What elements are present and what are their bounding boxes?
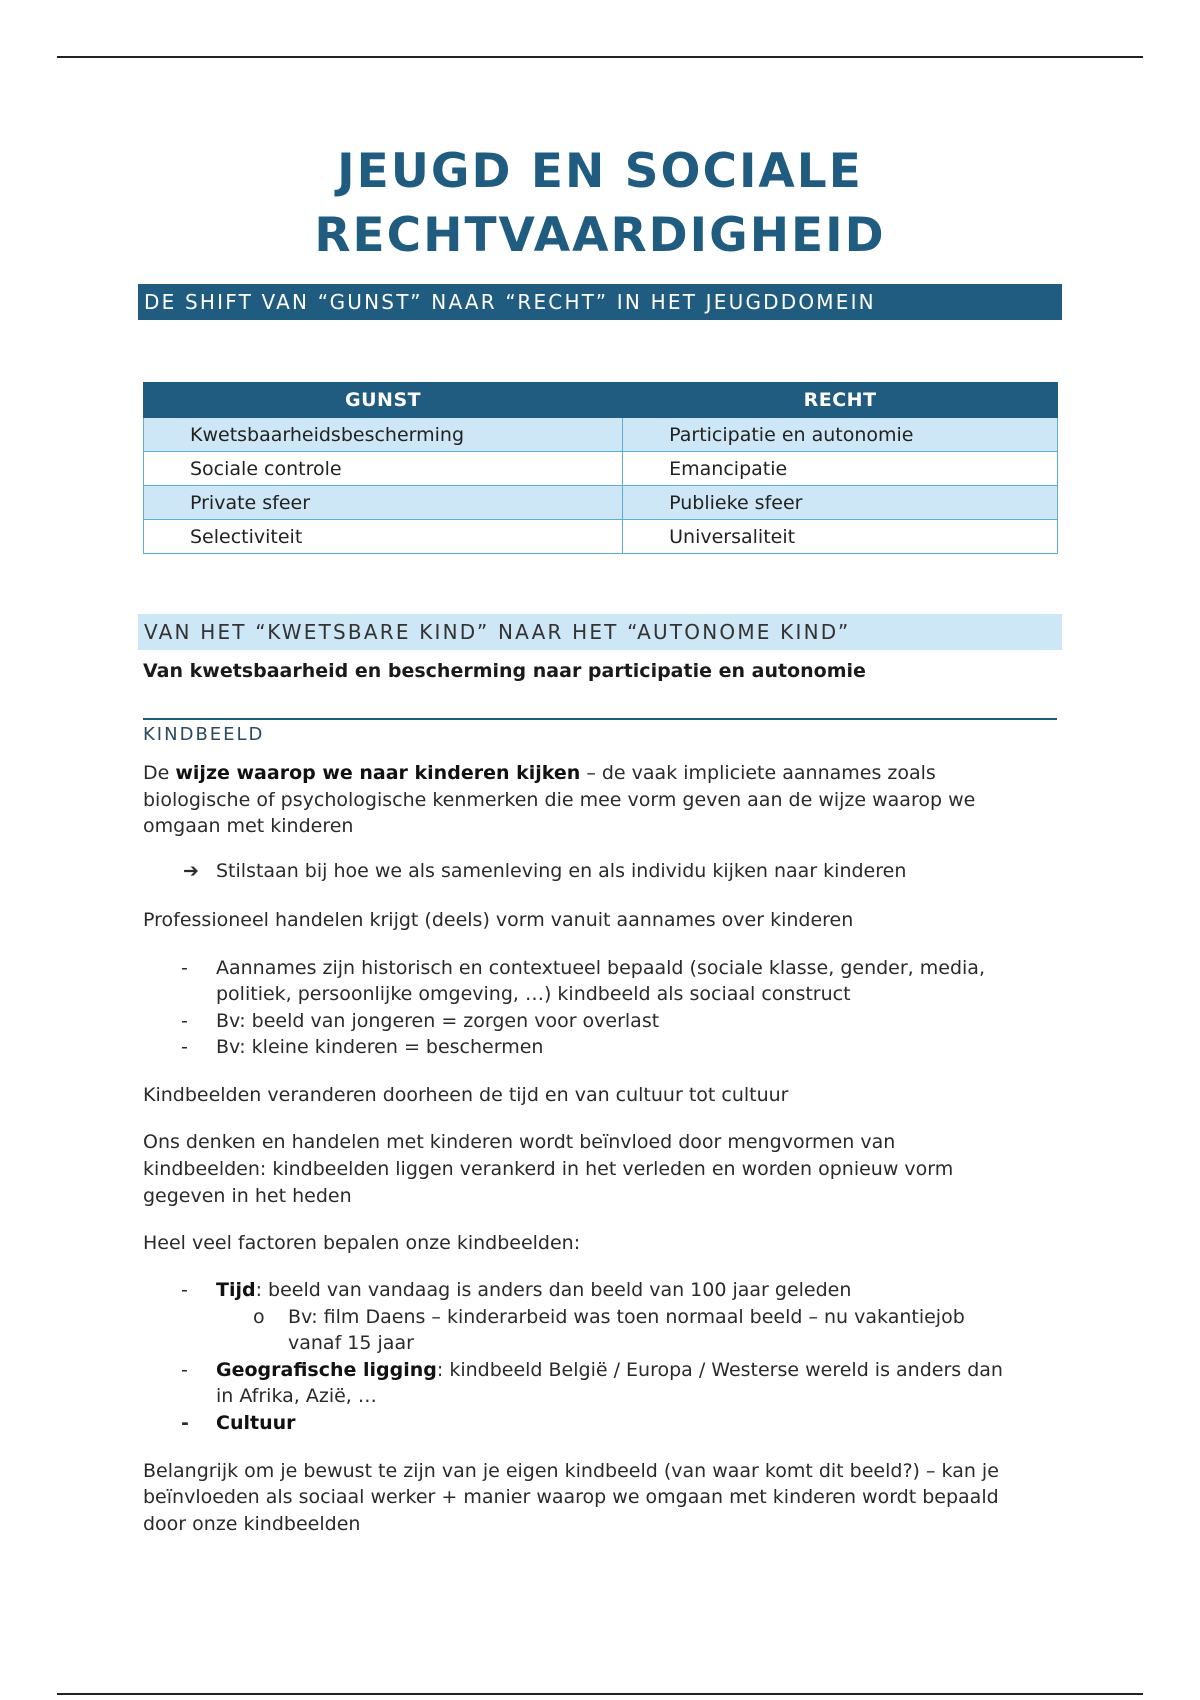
list-item: [216, 1410, 296, 1437]
table-row: [144, 452, 1058, 486]
sub-list-item-line: vanaf 15 jaar: [288, 1332, 414, 1354]
title-line-1: JEUGD EN SOCIALE: [337, 144, 863, 199]
table-cell: Publieke sfeer: [623, 486, 1058, 520]
paragraph-line: biologische of psychologische kenmerken die mee vorm geven aan de wijze waarop we: [143, 789, 976, 811]
dash-bullet: -: [181, 957, 188, 979]
paragraph-line: door onze kindbeelden: [143, 1513, 361, 1535]
dash-bullet: -: [181, 1036, 188, 1058]
bold-text: wijze waarop we naar kinderen kijken: [175, 762, 581, 784]
bold-text: Geografische ligging: [216, 1359, 437, 1381]
table-cell: Kwetsbaarheidsbescherming: [144, 418, 623, 452]
table-row: [144, 520, 1058, 554]
table-header-gunst: GUNST: [144, 383, 623, 418]
heading-shift-gunst-recht: DE SHIFT VAN “GUNST” NAAR “RECHT” IN HET JEUGDDOMEIN: [138, 284, 1062, 320]
dash-bullet: -: [181, 1359, 188, 1381]
list-item: [216, 1357, 1003, 1384]
bold-text: Cultuur: [216, 1412, 296, 1434]
heading-kwetsbare-autonome-kind: VAN HET “KWETSBARE KIND” NAAR HET “AUTONOME KIND”: [138, 614, 1062, 650]
section-divider: [143, 718, 1057, 720]
list-item: [216, 1277, 851, 1304]
table-header-recht: RECHT: [623, 383, 1058, 418]
table-cell: Emancipatie: [623, 452, 1058, 486]
document-title: [0, 140, 1200, 268]
section-heading-kindbeeld: KINDBEELD: [143, 724, 265, 745]
paragraph-line: omgaan met kinderen: [143, 815, 354, 837]
table-row: [144, 418, 1058, 452]
table-cell: Selectiviteit: [144, 520, 623, 554]
list-item-line: politiek, persoonlijke omgeving, …) kindbeeld als sociaal construct: [216, 983, 851, 1005]
text: : kindbeeld België / Europa / Westerse wereld is anders dan: [436, 1359, 1003, 1381]
page-top-rule: [57, 56, 1143, 58]
list-item: Bv: kleine kinderen = beschermen: [216, 1036, 544, 1058]
paragraph-line: kindbeelden: kindbeelden liggen verankerd in het verleden en worden opnieuw vorm: [143, 1158, 954, 1180]
arrow-icon: ➔: [183, 860, 199, 882]
table-cell: Private sfeer: [144, 486, 623, 520]
table-cell: Sociale controle: [144, 452, 623, 486]
table-row: [144, 486, 1058, 520]
paragraph: Heel veel factoren bepalen onze kindbeelden:: [143, 1232, 581, 1254]
list-item: Stilstaan bij hoe we als samenleving en als individu kijken naar kinderen: [216, 860, 907, 882]
subheading: Van kwetsbaarheid en bescherming naar participatie en autonomie: [143, 660, 866, 682]
circle-bullet: o: [253, 1306, 265, 1328]
title-line-2: RECHTVAARDIGHEID: [314, 208, 886, 263]
paragraph-line: beïnvloeden als sociaal werker + manier waarop we omgaan met kinderen wordt bepaald: [143, 1486, 999, 1508]
bold-text: Tijd: [216, 1279, 256, 1301]
dash-bullet: -: [181, 1010, 188, 1032]
table-header-row: [144, 383, 1058, 418]
list-item-line: in Afrika, Azië, …: [216, 1385, 377, 1407]
text: – de vaak impliciete aannames zoals: [580, 762, 936, 784]
table-cell: Participatie en autonomie: [623, 418, 1058, 452]
dash-bullet: -: [181, 1279, 188, 1301]
text: : beeld van vandaag is anders dan beeld van 100 jaar geleden: [255, 1279, 852, 1301]
paragraph-line: gegeven in het heden: [143, 1185, 352, 1207]
paragraph: Ons denken en handelen met kinderen wordt beïnvloed door mengvormen van: [143, 1131, 896, 1153]
text: De: [143, 762, 176, 784]
table-cell: Universaliteit: [623, 520, 1058, 554]
sub-list-item: Bv: film Daens – kinderarbeid was toen normaal beeld – nu vakantiejob: [288, 1306, 965, 1328]
page-bottom-rule: [57, 1693, 1143, 1695]
list-item: Bv: beeld van jongeren = zorgen voor overlast: [216, 1010, 660, 1032]
list-item: Aannames zijn historisch en contextueel bepaald (sociale klasse, gender, media,: [216, 957, 985, 979]
dash-bullet: -: [181, 1412, 189, 1434]
paragraph: Belangrijk om je bewust te zijn van je eigen kindbeeld (van waar komt dit beeld?) – kan je: [143, 1460, 999, 1482]
paragraph: Kindbeelden veranderen doorheen de tijd en van cultuur tot cultuur: [143, 1084, 789, 1106]
paragraph: [143, 760, 1063, 787]
paragraph: Professioneel handelen krijgt (deels) vorm vanuit aannames over kinderen: [143, 909, 854, 931]
gunst-recht-table: [143, 382, 1058, 554]
